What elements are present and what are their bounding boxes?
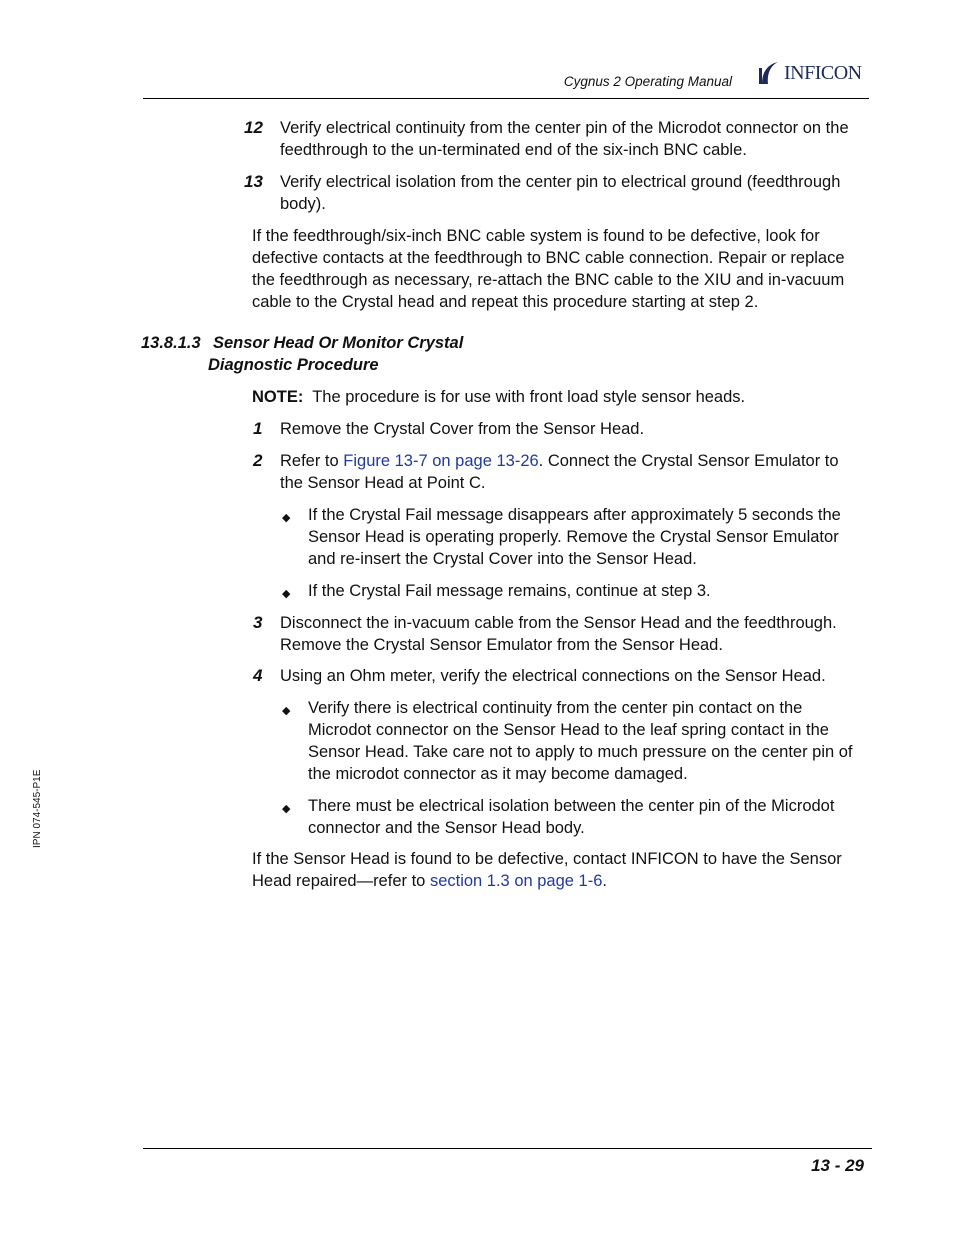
text-line: Verify electrical continuity from the center pin of the Microdot connector on the bbox=[280, 119, 849, 137]
step-number: 4 bbox=[253, 666, 263, 685]
text-line: the microdot connector as it may become damaged. bbox=[308, 765, 688, 783]
header-rule bbox=[143, 98, 869, 99]
note-text: The procedure is for use with front load style sensor heads. bbox=[312, 388, 746, 406]
section-1-3-link[interactable]: section 1.3 on page 1-6 bbox=[429, 872, 603, 890]
note bbox=[252, 386, 745, 408]
step-number: 2 bbox=[253, 451, 263, 470]
text-line: cable to the Crystal head and repeat this procedure starting at step 2. bbox=[252, 293, 759, 311]
bullet-item bbox=[308, 697, 853, 785]
text-line: Verify there is electrical continuity from the center pin contact on the bbox=[308, 699, 803, 717]
step-2-text bbox=[280, 450, 839, 494]
inficon-logo bbox=[758, 58, 876, 88]
step-number: 1 bbox=[253, 419, 263, 438]
text-line: Verify electrical isolation from the center pin to electrical ground (feedthrough bbox=[280, 173, 841, 191]
step-12-text bbox=[280, 117, 849, 161]
page-number: 13 - 29 bbox=[811, 1156, 864, 1175]
text-line: connector and the Sensor Head body. bbox=[308, 819, 585, 837]
text-fragment: . Connect the Crystal Sensor Emulator to bbox=[538, 452, 839, 470]
text-line: Remove the Crystal Sensor Emulator from the Sensor Head. bbox=[280, 636, 723, 654]
text-line: If the Sensor Head is found to be defective, contact INFICON to have the Sensor bbox=[252, 850, 842, 868]
text-line: the Sensor Head at Point C. bbox=[280, 474, 486, 492]
logo-text: INFICON bbox=[784, 61, 862, 84]
bullet-item bbox=[308, 580, 711, 602]
diamond-bullet-icon: ◆ bbox=[282, 803, 291, 815]
manual-title: Cygnus 2 Operating Manual bbox=[563, 74, 732, 89]
text-line: Microdot connector on the Sensor Head to the leaf spring contact in the bbox=[308, 721, 829, 739]
text-line: the feedthrough as necessary, re-attach the BNC cable to the XIU and in-vacuum bbox=[252, 271, 845, 289]
step-1-text: Remove the Crystal Cover from the Sensor Head. bbox=[280, 420, 645, 438]
bullet-item bbox=[308, 504, 841, 570]
text-line: and re-insert the Crystal Cover into the Sensor Head. bbox=[308, 550, 697, 568]
text-line: Sensor Head. Take care not to apply to much pressure on the center pin of bbox=[308, 743, 853, 761]
step-4-text: Using an Ohm meter, verify the electrical connections on the Sensor Head. bbox=[280, 667, 826, 685]
section-title-line1: Sensor Head Or Monitor Crystal bbox=[213, 334, 464, 352]
diamond-bullet-icon: ◆ bbox=[282, 705, 291, 717]
text-line: If the Crystal Fail message disappears after approximately 5 seconds the bbox=[308, 506, 841, 524]
text-line: If the feedthrough/six-inch BNC cable system is found to be defective, look for bbox=[252, 227, 820, 245]
diamond-bullet-icon: ◆ bbox=[282, 512, 291, 524]
inficon-logo-mark-icon bbox=[758, 60, 780, 86]
note-label: NOTE: bbox=[252, 388, 304, 406]
step-number: 13 bbox=[244, 172, 263, 191]
footer-rule bbox=[143, 1148, 872, 1149]
text-line: Sensor Head is operating properly. Remove the Crystal Sensor Emulator bbox=[308, 528, 839, 546]
section-number: 13.8.1.3 bbox=[141, 334, 201, 352]
text-fragment: Refer to bbox=[280, 452, 344, 470]
text-line: body). bbox=[280, 195, 326, 213]
text-fragment: Head repaired—refer to bbox=[252, 872, 430, 890]
step-3-text bbox=[280, 612, 837, 656]
text-fragment: . bbox=[602, 872, 607, 890]
bullet-item bbox=[308, 795, 834, 839]
text-line: feedthrough to the un-terminated end of the six-inch BNC cable. bbox=[280, 141, 747, 159]
text-line: If the Crystal Fail message remains, continue at step 3. bbox=[308, 582, 711, 600]
closing-paragraph bbox=[252, 848, 842, 892]
ipn-code: IPN 074-545-P1E bbox=[32, 769, 43, 848]
defective-paragraph bbox=[252, 225, 845, 313]
text-line: defective contacts at the feedthrough to BNC cable connection. Repair or replace bbox=[252, 249, 845, 267]
step-13-text bbox=[280, 171, 840, 215]
text-line: There must be electrical isolation between the center pin of the Microdot bbox=[308, 797, 835, 815]
diamond-bullet-icon: ◆ bbox=[282, 588, 291, 600]
section-title-line2: Diagnostic Procedure bbox=[208, 356, 379, 374]
text-line: Disconnect the in-vacuum cable from the Sensor Head and the feedthrough. bbox=[280, 614, 837, 632]
step-number: 3 bbox=[253, 613, 263, 632]
figure-13-7-link[interactable]: Figure 13-7 on page 13-26 bbox=[343, 452, 539, 470]
step-number: 12 bbox=[244, 118, 263, 137]
